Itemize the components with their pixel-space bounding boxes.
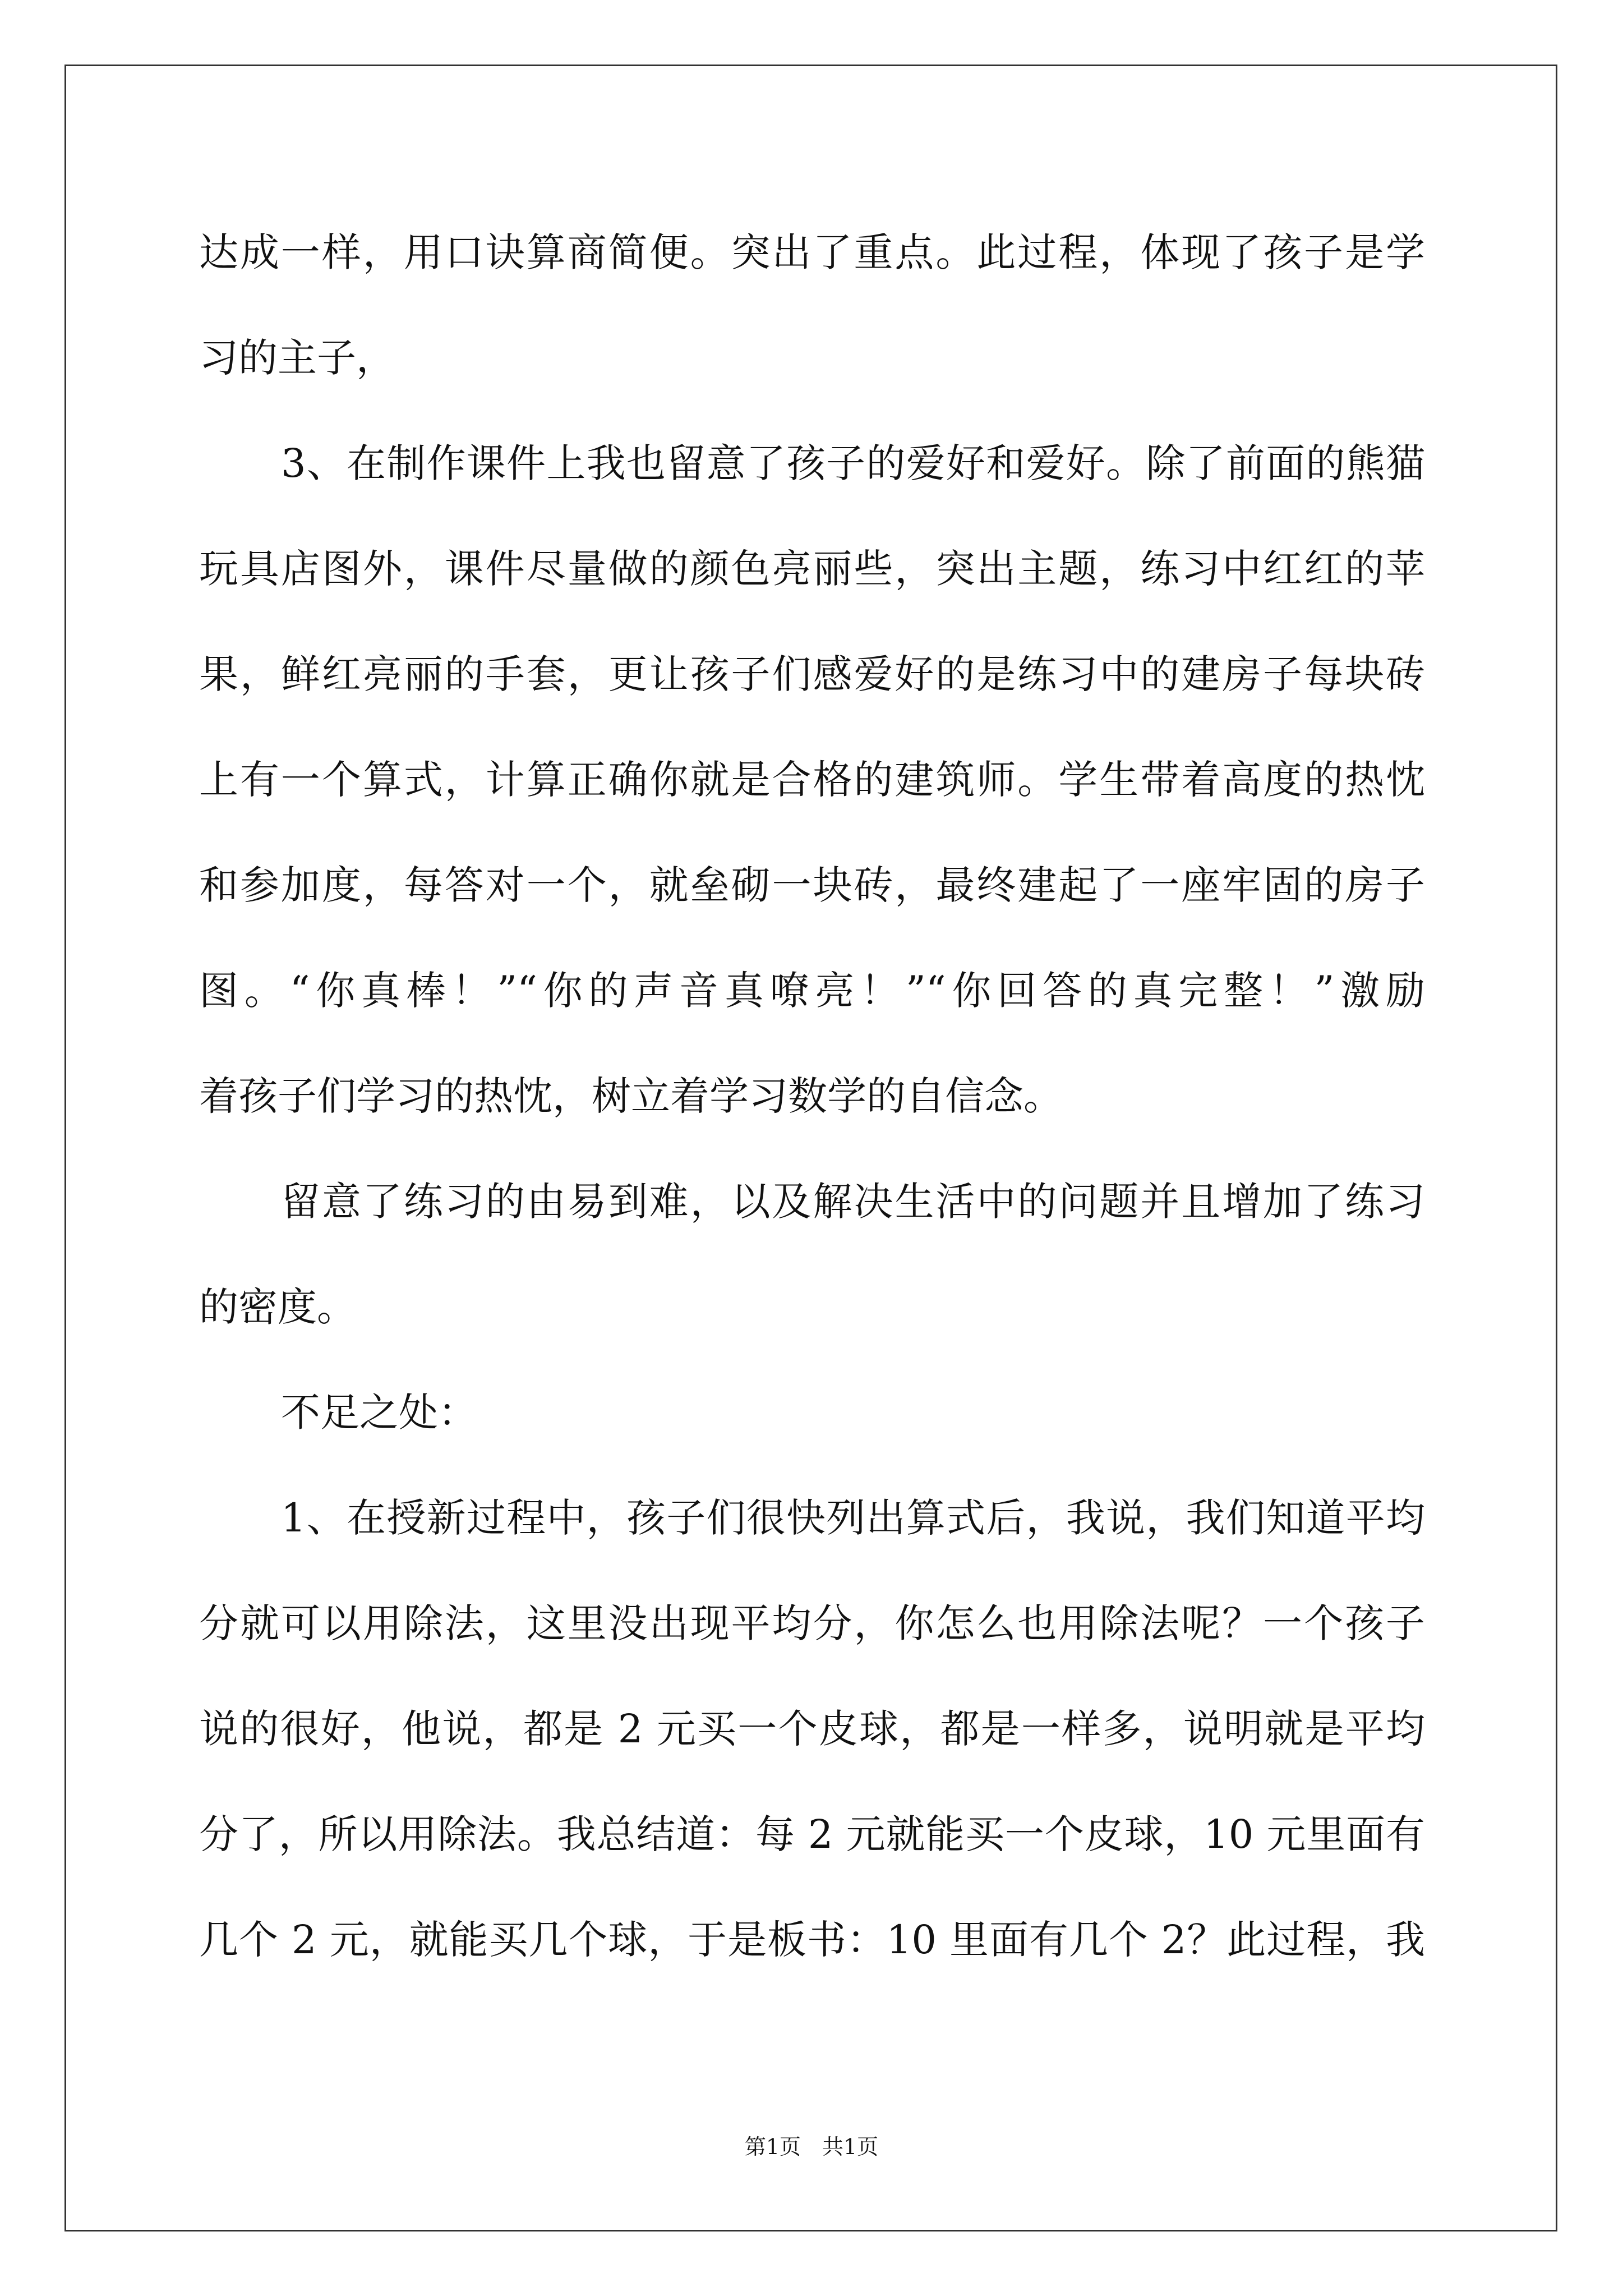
text-line: 上有一个算式，计算正确你就是合格的建筑师。学生带着高度的热忱	[199, 757, 1425, 803]
text-line: 图。“你真棒！”“你的声音真嘹亮！”“你回答的真完整！”激励	[199, 968, 1425, 1014]
text-line: 说的很好，他说，都是 2 元买一个皮球，都是一样多，说明就是平均	[199, 1706, 1425, 1752]
text-line: 分就可以用除法，这里没出现平均分，你怎么也用除法呢？一个孩子	[199, 1600, 1425, 1646]
text-line: 几个 2 元，就能买几个球，于是板书：10 里面有几个 2？此过程，我	[199, 1917, 1425, 1963]
text-line: 3、在制作课件上我也留意了孩子的爱好和爱好。除了前面的熊猫	[281, 440, 1425, 486]
text-line: 玩具店图外，课件尽量做的颜色亮丽些，突出主题，练习中红红的苹	[199, 546, 1425, 592]
text-line: 留意了练习的由易到难，以及解决生活中的问题并且增加了练习	[281, 1179, 1425, 1225]
text-line: 习的主子，	[199, 335, 395, 381]
text-line: 果，鲜红亮丽的手套，更让孩子们感爱好的是练习中的建房子每块砖	[199, 651, 1425, 697]
page-number-footer: 第1页 共1页	[744, 2134, 879, 2159]
text-line: 和参加度，每答对一个，就垒砌一块砖，最终建起了一座牢固的房子	[199, 862, 1425, 908]
text-line: 的密度。	[199, 1284, 356, 1330]
text-line: 1、在授新过程中，孩子们很快列出算式后，我说，我们知道平均	[281, 1495, 1425, 1541]
text-line: 分了，所以用除法。我总结道：每 2 元就能买一个皮球，10 元里面有	[199, 1811, 1425, 1857]
document-body	[199, 200, 1425, 1993]
section-heading: 不足之处：	[281, 1389, 477, 1435]
text-line: 着孩子们学习的热忱，树立着学习数学的自信念。	[199, 1073, 1063, 1119]
text-line: 达成一样，用口诀算商简便。突出了重点。此过程，体现了孩子是学	[199, 229, 1425, 275]
